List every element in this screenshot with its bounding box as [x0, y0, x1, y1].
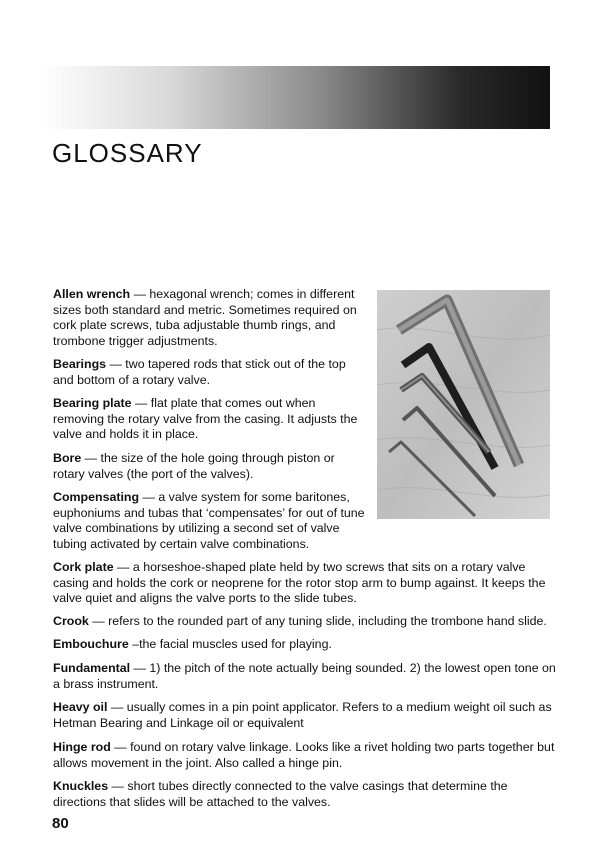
glossary-entry-crook — [53, 614, 558, 630]
glossary-definition: — two tapered rods that stick out of the top and bottom of a rotary valve. — [53, 357, 346, 387]
glossary-term: Allen wrench — [53, 287, 131, 301]
page-number: 80 — [52, 815, 69, 832]
glossary-term: Cork plate — [53, 560, 114, 574]
glossary-term: Crook — [53, 614, 89, 628]
glossary-term: Bearing plate — [53, 396, 132, 410]
glossary-definition: — a horseshoe-shaped plate held by two screws that sits on a rotary valve casing and holds the cork or neoprene for the rotor stop arm to bump against. It keeps the valve quiet and aligns the valve ports to the slide tubes. — [53, 560, 546, 606]
glossary-entry-bearings — [53, 357, 368, 388]
glossary-term: Embouchure — [53, 637, 129, 651]
glossary-term: Heavy oil — [53, 700, 108, 714]
glossary-term: Fundamental — [53, 661, 131, 675]
glossary-entry-fundamental — [53, 661, 558, 692]
glossary-entry-hinge-rod — [53, 740, 558, 771]
glossary-entry-cork-plate — [53, 560, 558, 607]
glossary-definition: — short tubes directly connected to the valve casings that determine the directions that slides will be attached to the valves. — [53, 779, 508, 809]
glossary-definition: — refers to the rounded part of any tuning slide, including the trombone hand slide. — [88, 614, 547, 628]
glossary-entry-bore — [53, 451, 368, 482]
glossary-definition: — hexagonal wrench; comes in different sizes both standard and metric. Sometimes required on cork plate screws, tuba adjustable thumb rings, and trombone trigger adjustments. — [53, 287, 357, 348]
glossary-term: Knuckles — [53, 779, 109, 793]
glossary-entry-compensating — [53, 490, 368, 552]
glossary-definition: — found on rotary valve linkage. Looks like a rivet holding two parts together but allows movement in the joint. Also called a hinge pin. — [53, 740, 555, 770]
glossary-term: Hinge rod — [53, 740, 111, 754]
glossary-entry-heavy-oil — [53, 700, 558, 731]
glossary-entry-allen-wrench — [53, 287, 368, 349]
glossary-definition: — usually comes in a pin point applicator. Refers to a medium weight oil such as Hetman Bearing and Linkage oil or equivalent — [53, 700, 552, 730]
glossary-entry-embouchure — [53, 637, 558, 653]
glossary-term: Compensating — [53, 490, 140, 504]
header-gradient-banner — [42, 66, 550, 129]
glossary-definition: –the facial muscles used for playing. — [128, 637, 332, 651]
glossary-definition: — the size of the hole going through piston or rotary valves (the port of the valves). — [53, 451, 335, 481]
glossary-entry-knuckles — [53, 779, 558, 810]
glossary-definition: — 1) the pitch of the note actually being sounded. 2) the lowest open tone on a brass instrument. — [53, 661, 556, 691]
glossary-entry-bearing-plate — [53, 396, 368, 443]
glossary-definition: — a valve system for some baritones, euphoniums and tubas that ‘compensates’ for out of tune valve combinations by utilizing a second set of valve tubing activated by certain valve combinations. — [53, 490, 365, 551]
allen-wrench-photo — [377, 290, 550, 519]
glossary-term: Bore — [53, 451, 82, 465]
glossary-term: Bearings — [53, 357, 107, 371]
page-title: GLOSSARY — [52, 138, 203, 168]
glossary-definition: — flat plate that comes out when removing the rotary valve from the casing. It adjusts the valve and holds it in place. — [53, 396, 358, 442]
